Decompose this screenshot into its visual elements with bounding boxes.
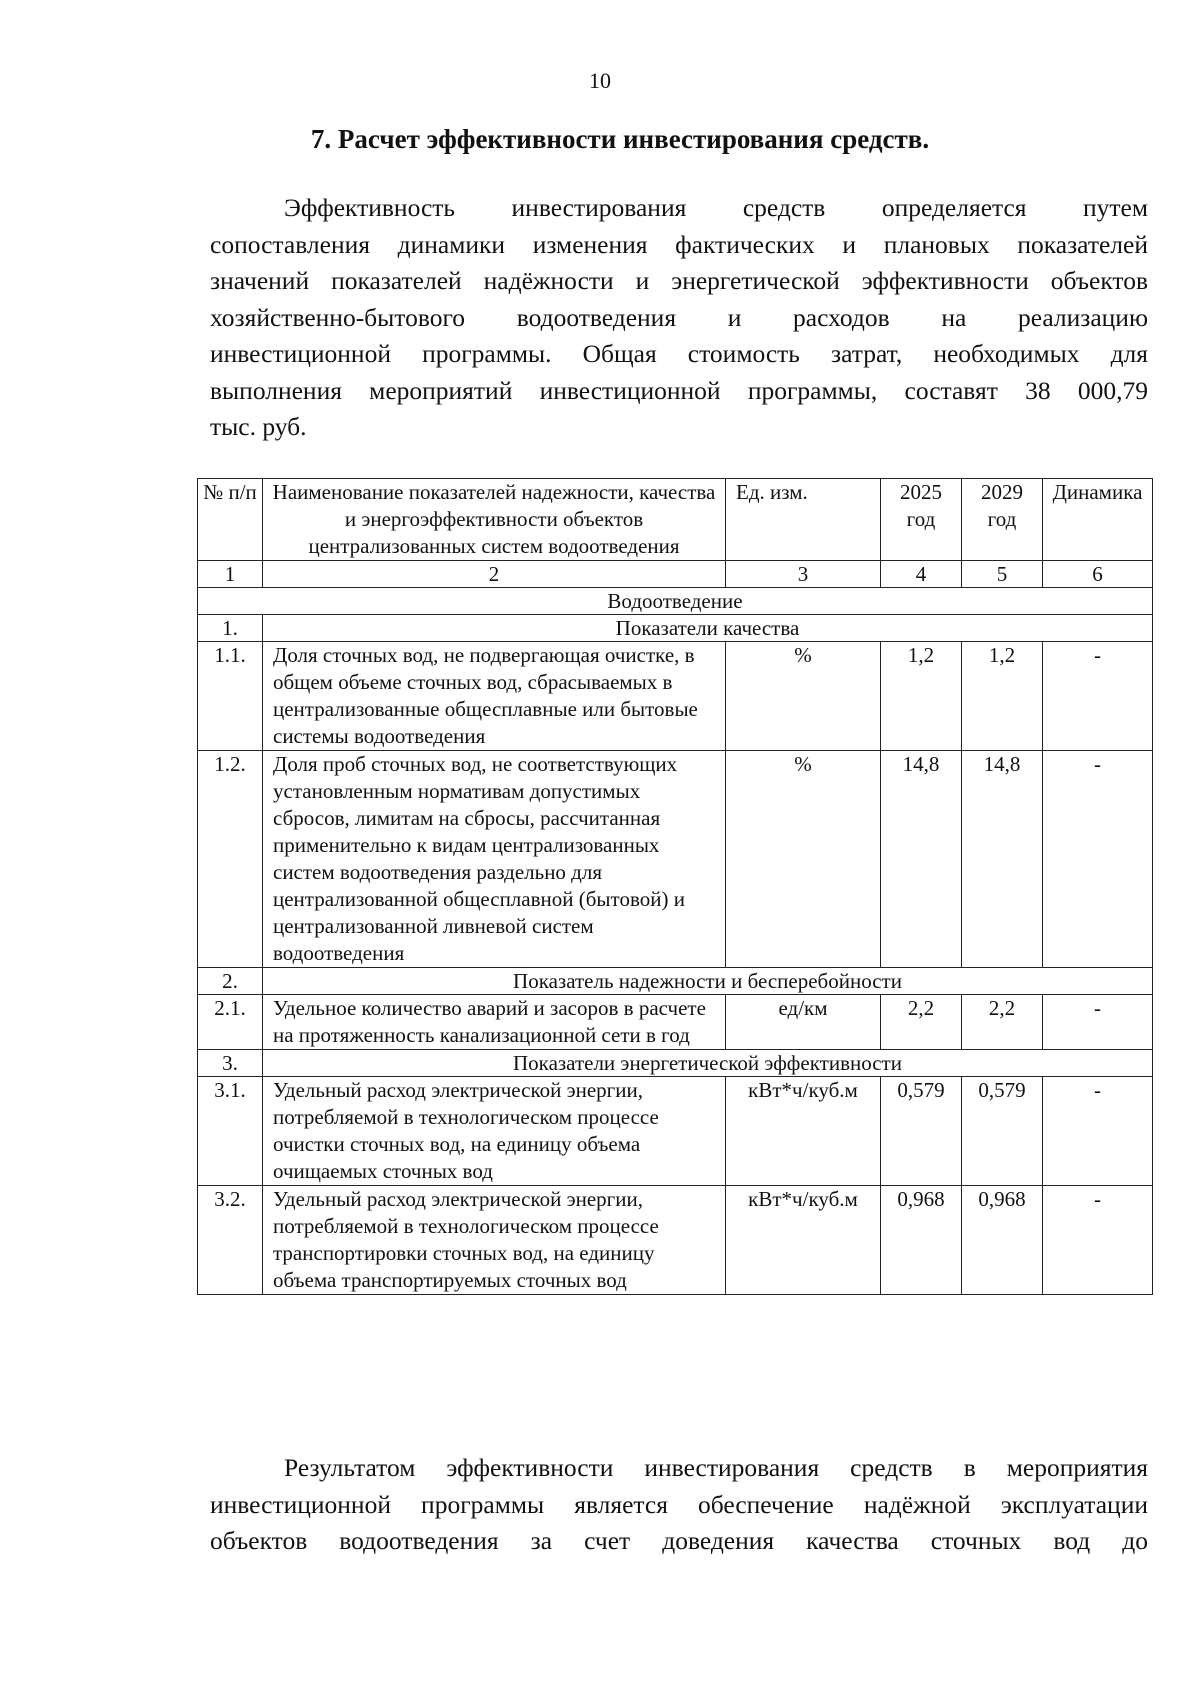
intro-line: выполнения мероприятий инвестиционной программы, составят 38 000,79 [210, 375, 1148, 405]
row-name: Удельный расход электрической энергии, потребляемой в технологическом процессе транспортировки сточных вод, на единицу объема транспортируемых сточных вод [263, 1186, 726, 1295]
table-row [198, 642, 1153, 751]
row-unit: кВт*ч/куб.м [726, 1077, 881, 1186]
outro-paragraph [210, 1450, 1148, 1560]
table-header-row [198, 479, 1153, 561]
row-unit: % [726, 642, 881, 751]
column-number: 2 [263, 561, 726, 588]
row-value-2029: 0,968 [962, 1186, 1043, 1295]
row-value-2025: 0,968 [881, 1186, 962, 1295]
column-number: 3 [726, 561, 881, 588]
section-title-cell: Водоотведение [198, 588, 1153, 615]
table-row [198, 1186, 1153, 1295]
outro-line: Результатом эффективности инвестирования средств в мероприятия [284, 1453, 1148, 1482]
row-value-2029: 1,2 [962, 642, 1043, 751]
row-dynamics: - [1043, 1186, 1153, 1295]
outro-line: инвестиционной программы является обеспечение надёжной эксплуатации [210, 1489, 1148, 1519]
row-name: Доля проб сточных вод, не соответствующих установленным нормативам допустимых сбросов, лимитам на сбросы, рассчитанная применительно к видам централизованных систем водоотведения раздельно для централизованной общесплавной (бытовой) и централизованной ливневой систем водоотведения [263, 751, 726, 968]
header-num: № п/п [198, 479, 263, 561]
column-number: 4 [881, 561, 962, 588]
intro-line: Эффективность инвестирования средств определяется путем [284, 193, 1148, 222]
row-dynamics: - [1043, 1077, 1153, 1186]
group-title: Показатель надежности и бесперебойности [263, 968, 1153, 995]
header-2025: 2025 год [881, 479, 962, 561]
row-unit: ед/км [726, 995, 881, 1050]
row-dynamics: - [1043, 751, 1153, 968]
intro-line: инвестиционной программы. Общая стоимость затрат, необходимых для [210, 339, 1148, 368]
group-title: Показатели энергетической эффективности [263, 1050, 1153, 1077]
row-dynamics: - [1043, 642, 1153, 751]
column-number: 1 [198, 561, 263, 588]
row-name: Доля сточных вод, не подвергающая очистке, в общем объеме сточных вод, сбрасываемых в централизованные общесплавные или бытовые системы водоотведения [263, 642, 726, 751]
outro-line: объектов водоотведения за счет доведения качества сточных вод до [210, 1526, 1148, 1555]
header-dynamics: Динамика [1043, 479, 1153, 561]
row-unit: кВт*ч/куб.м [726, 1186, 881, 1295]
table-row [198, 995, 1153, 1050]
group-row [198, 1050, 1153, 1077]
intro-line: сопоставления динамики изменения фактических и плановых показателей [210, 229, 1148, 259]
intro-line: хозяйственно-бытового водоотведения и расходов на реализацию [210, 302, 1148, 332]
row-name: Удельный расход электрической энергии, потребляемой в технологическом процессе очистки сточных вод, на единицу объема очищаемых сточных вод [263, 1077, 726, 1186]
header-2029: 2029 год [962, 479, 1043, 561]
row-value-2029: 2,2 [962, 995, 1043, 1050]
header-unit: Ед. изм. [726, 479, 881, 561]
row-dynamics: - [1043, 995, 1153, 1050]
group-num: 1. [198, 615, 263, 642]
row-num: 3.2. [198, 1186, 263, 1295]
row-value-2025: 0,579 [881, 1077, 962, 1186]
group-title: Показатели качества [263, 615, 1153, 642]
intro-paragraph [210, 190, 1148, 446]
group-row [198, 615, 1153, 642]
section-title: 7. Расчет эффективности инвестирования средств. [310, 124, 930, 154]
group-num: 2. [198, 968, 263, 995]
row-num: 3.1. [198, 1077, 263, 1186]
row-unit: % [726, 751, 881, 968]
column-number: 6 [1043, 561, 1153, 588]
row-name: Удельное количество аварий и засоров в расчете на протяженность канализационной сети в год [263, 995, 726, 1050]
row-num: 1.1. [198, 642, 263, 751]
row-num: 2.1. [198, 995, 263, 1050]
column-number: 5 [962, 561, 1043, 588]
table-row [198, 751, 1153, 968]
intro-line: тыс. руб. [210, 412, 307, 441]
group-row [198, 968, 1153, 995]
group-num: 3. [198, 1050, 263, 1077]
row-value-2029: 14,8 [962, 751, 1043, 968]
row-value-2025: 1,2 [881, 642, 962, 751]
column-number-row [198, 561, 1153, 588]
row-value-2025: 2,2 [881, 995, 962, 1050]
row-num: 1.2. [198, 751, 263, 968]
section-row [198, 588, 1153, 615]
row-value-2025: 14,8 [881, 751, 962, 968]
page-number: 10 [589, 68, 611, 93]
header-name: Наименование показателей надежности, качества и энергоэффективности объектов централизованных систем водоотведения [263, 479, 726, 561]
intro-line: значений показателей надёжности и энергетической эффективности объектов [210, 266, 1148, 295]
indicators-table [197, 478, 1153, 1295]
table-row [198, 1077, 1153, 1186]
row-value-2029: 0,579 [962, 1077, 1043, 1186]
